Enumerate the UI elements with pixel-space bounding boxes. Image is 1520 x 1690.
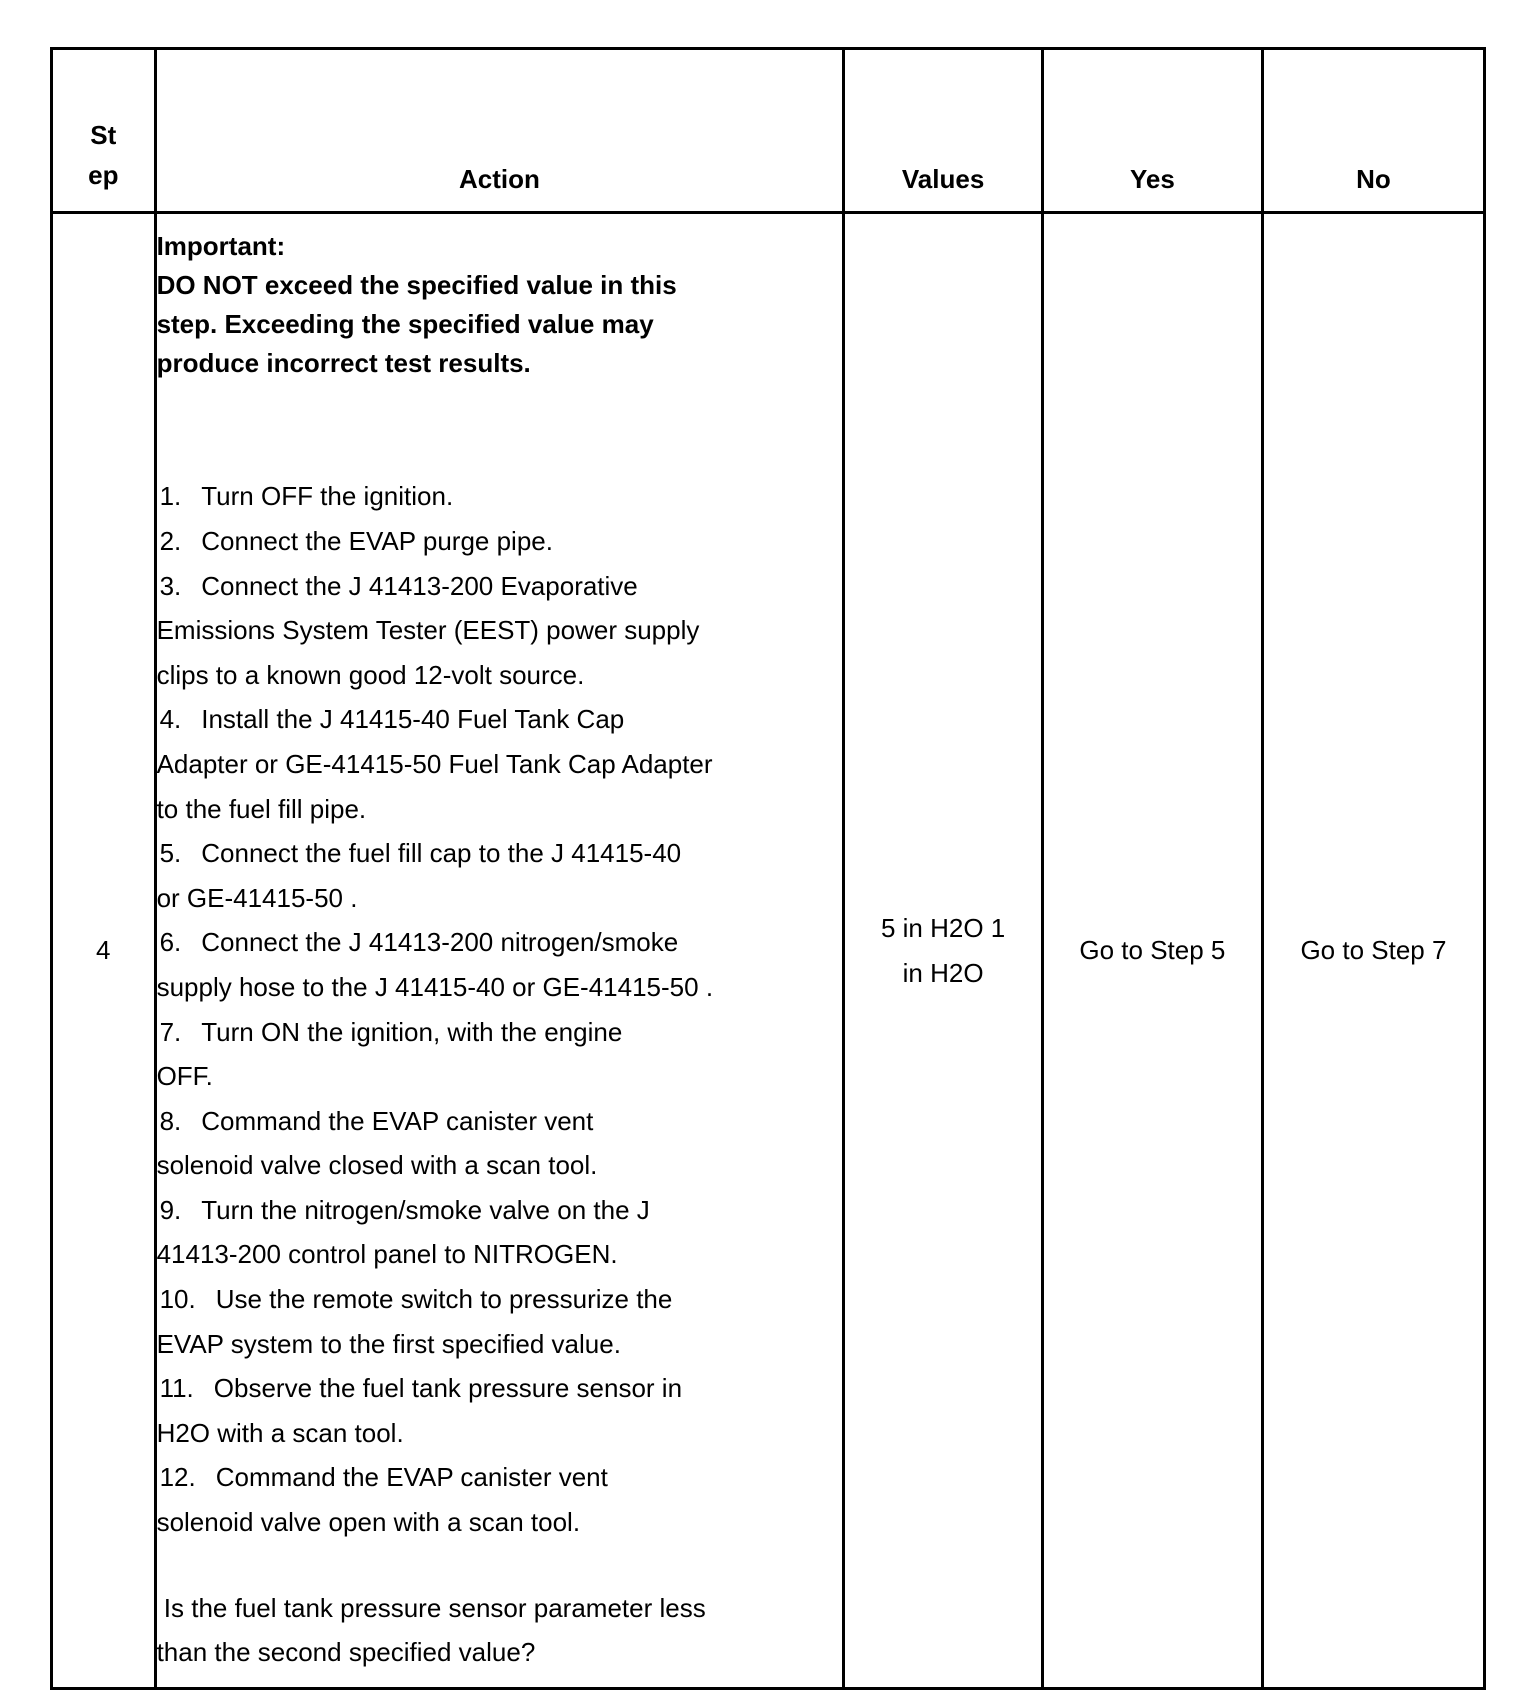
header-step-line2: ep (88, 160, 119, 190)
procedure-step (157, 1366, 843, 1455)
step-num: 10. (159, 1284, 196, 1315)
step-text: solenoid valve open with a scan tool. (156, 1507, 581, 1538)
step-num: 1. (159, 481, 182, 512)
step-text: H2O with a scan tool. (156, 1417, 404, 1448)
value-line: 5 in H2O 1 (880, 912, 1006, 943)
step-text: Turn OFF the ignition. (201, 481, 454, 512)
yes-result: Go to Step 5 (1042, 213, 1262, 1689)
action-cell (155, 213, 844, 1689)
procedure-step (157, 831, 843, 920)
step-number: 4 (52, 213, 156, 1689)
procedure-step (157, 564, 843, 698)
procedure-step (157, 474, 843, 519)
step-text: clips to a known good 12-volt source. (156, 659, 585, 690)
step-text: Observe the fuel tank pressure sensor in (213, 1373, 683, 1404)
procedure-step (157, 1188, 843, 1277)
procedure-step (157, 920, 843, 1009)
table-row (52, 213, 1485, 1689)
value-line: in H2O (902, 957, 984, 988)
procedure-steps (157, 474, 843, 1544)
no-result: Go to Step 7 (1262, 213, 1484, 1689)
header-step (52, 49, 156, 213)
step-text: Turn the nitrogen/smoke valve on the J (201, 1194, 650, 1225)
step-text: or GE-41415-50 . (156, 882, 358, 913)
step-text: 41413-200 control panel to NITROGEN. (156, 1239, 618, 1270)
important-label: Important: (156, 231, 286, 262)
step-text: Connect the fuel fill cap to the J 41415-40 (201, 838, 682, 869)
step-num: 3. (159, 570, 182, 601)
procedure-step (157, 1010, 843, 1099)
step-text: supply hose to the J 41415-40 or GE-41415-50 . (156, 971, 714, 1002)
step-text: solenoid valve closed with a scan tool. (156, 1150, 598, 1181)
step-num: 7. (159, 1016, 182, 1047)
step-text: Connect the J 41413-200 nitrogen/smoke (201, 927, 679, 958)
step-text: Emissions System Tester (EEST) power supply (156, 615, 700, 646)
header-action: Action (155, 49, 844, 213)
step-text: Turn ON the ignition, with the engine (201, 1016, 623, 1047)
important-line: DO NOT exceed the specified value in this (156, 270, 677, 301)
step-text: to the fuel fill pipe. (156, 793, 367, 824)
header-no: No (1262, 49, 1484, 213)
important-note (157, 227, 843, 383)
step-num: 6. (159, 927, 182, 958)
step-text: EVAP system to the first specified value. (156, 1328, 621, 1359)
header-row (52, 49, 1485, 213)
step-num: 4. (159, 704, 182, 735)
procedure-step (157, 1277, 843, 1366)
step-text: Connect the EVAP purge pipe. (201, 525, 553, 556)
procedure-step (157, 1455, 843, 1544)
question (157, 1586, 843, 1674)
step-num: 5. (159, 838, 182, 869)
header-values: Values (844, 49, 1043, 213)
step-num: 12. (159, 1462, 196, 1493)
values-cell (844, 213, 1043, 1689)
step-num: 11. (159, 1373, 194, 1404)
procedure-step (157, 1099, 843, 1188)
step-text: Connect the J 41413-200 Evaporative (201, 570, 638, 601)
step-text: Command the EVAP canister vent (201, 1105, 594, 1136)
step-num: 9. (159, 1194, 182, 1225)
question-line: Is the fuel tank pressure sensor parameter less (163, 1592, 706, 1623)
diagnostic-table (50, 47, 1486, 1690)
header-yes: Yes (1042, 49, 1262, 213)
header-step-line1: St (90, 120, 117, 150)
step-num: 8. (159, 1105, 182, 1136)
procedure-step (157, 697, 843, 831)
step-text: Adapter or GE-41415-50 Fuel Tank Cap Adapter (156, 748, 713, 779)
procedure-step (157, 519, 843, 564)
important-line: produce incorrect test results. (156, 348, 531, 379)
step-text: Install the J 41415-40 Fuel Tank Cap (201, 704, 625, 735)
step-text: Use the remote switch to pressurize the (215, 1284, 673, 1315)
step-text: Command the EVAP canister vent (215, 1462, 608, 1493)
step-num: 2. (159, 525, 182, 556)
step-text: OFF. (156, 1061, 213, 1092)
question-line: than the second specified value? (156, 1636, 536, 1667)
important-line: step. Exceeding the specified value may (156, 309, 654, 340)
